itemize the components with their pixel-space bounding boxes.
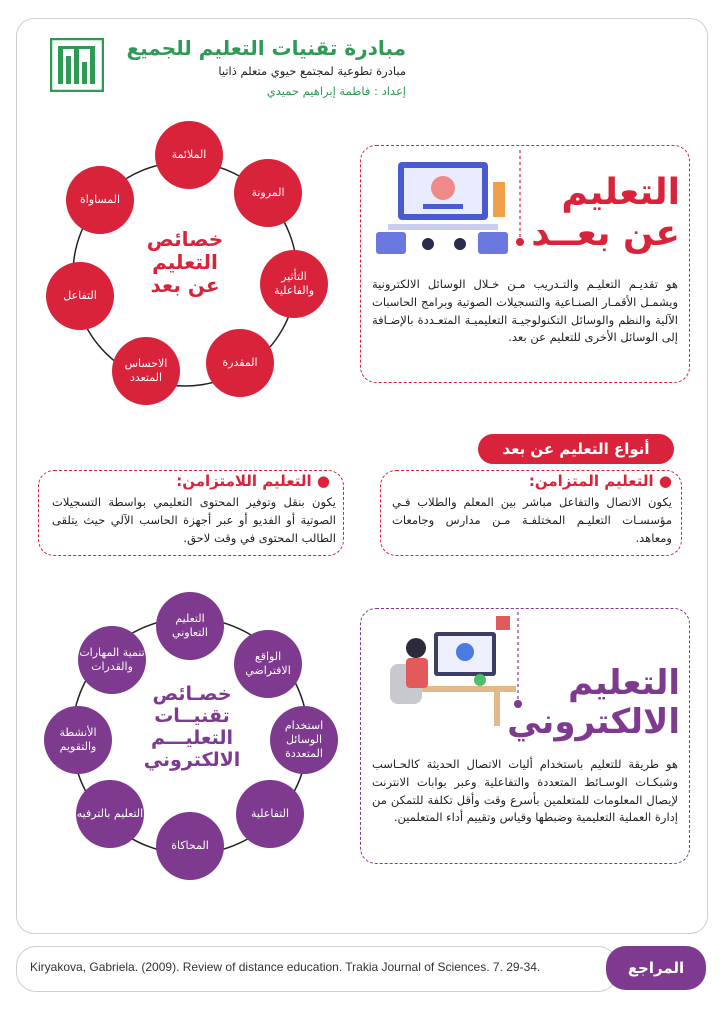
- async-text: يكون بنقل وتوفير المحتوى التعليمي بواسطة التسجيلات الصوتية أو الفديو أو عبر أجهزة الحاسب الآلي حيث يتلقى الطالب المحتوى في وقت لاحق.: [52, 495, 336, 545]
- elearning-title-line1: التعليم: [568, 663, 680, 703]
- elearning-chars-center: [128, 684, 256, 771]
- initiative-title: مبادرة تقنيات التعليم للجميع: [126, 36, 406, 60]
- elearning-center-line-4: الالكتروني: [143, 748, 241, 771]
- elearning-center-line-3: التعليـــم: [150, 726, 234, 749]
- reference-citation: Kiryakova, Gabriela. (2009). Review of distance education. Trakia Journal of Sciences. 7. 29-34.: [30, 960, 541, 974]
- char-node-6: التفاعل: [46, 262, 114, 330]
- distance-title-line1: التعليم: [561, 172, 680, 213]
- sync-bullet-icon: ●: [658, 472, 672, 490]
- elearning-node-2: الواقع الافتراضي: [234, 630, 302, 698]
- elearning-center-line-2: تقنيــات: [154, 704, 230, 727]
- elearning-title: [507, 664, 680, 742]
- center-line-3: عن بعد: [150, 273, 220, 297]
- references-label: المراجع: [606, 946, 706, 990]
- async-title: [176, 472, 330, 490]
- char-node-1: الملائمة: [155, 121, 223, 189]
- center-line-2: التعليم: [152, 250, 218, 274]
- elearning-center-line-1: خصـائص: [152, 683, 232, 705]
- initiative-subtitle: مبادرة تطوعية لمجتمع حيوي متعلم ذاتيا: [218, 64, 406, 78]
- elearning-node-1: التعليم التعاوني: [156, 592, 224, 660]
- elearning-node-8: تنمية المهارات والقدرات: [78, 626, 146, 694]
- distance-title: [531, 172, 680, 255]
- center-line-1: خصائص: [146, 227, 224, 251]
- elearning-node-5: المحاكاة: [156, 812, 224, 880]
- char-node-2: المرونة: [234, 159, 302, 227]
- types-heading: أنواع التعليم عن بعد: [478, 434, 674, 464]
- char-node-3: التأثير والفاعلية: [260, 250, 328, 318]
- char-node-4: المقدرة: [206, 329, 274, 397]
- sync-text: يكون الاتصال والتفاعل مباشر بين المعلم والطلاب فـي مؤسسـات التعليـم المختلفـة مـن مدارس وجامعات ومعاهد.: [392, 495, 672, 545]
- initiative-logo: [50, 38, 104, 92]
- elearning-description: هو طريقة للتعليم باستخدام أليات الاتصال الحديثة كالحـاسب وشبكـات الوسـائط المتعددة والتفاعلية وعبر بوابات الانترنت لإيصال المعلومات للمتعلمين بأسرع وقت وأقل تكلفة للتمكن من إدارة العملية التعليمية وضبطها وقياس وتقييم أداء المتعلمين.: [372, 757, 678, 825]
- async-bullet-icon: ●: [316, 472, 330, 490]
- author-line: إعداد : فاطمة إبراهيم حميدي: [266, 84, 406, 98]
- distance-chars-center: [130, 228, 240, 297]
- elearning-title-line2: الالكتروني: [507, 702, 680, 743]
- distance-description: هو تقديـم التعليـم والتـدريب مـن خـلال الوسائل الالكترونية ويشمـل الأقمـار الصنـاعية والتسجيلات الصوتية وبرامج الحاسبات الآلية والنظم والوسائل التكنولوجيـة التعليميـة المتعـددة بالإضـافة إلى الوسائل الأخرى للتعليم عن بعد.: [372, 277, 678, 345]
- sync-title: [529, 472, 672, 490]
- char-node-7: المساواة: [66, 166, 134, 234]
- elearning-node-7: الأنشطة والتقويم: [44, 706, 112, 774]
- elearning-node-6: التعليم بالترفيه: [76, 780, 144, 848]
- sync-title-text: التعليم المتزامن:: [528, 472, 654, 490]
- elearning-node-4: التفاعلية: [236, 780, 304, 848]
- async-title-text: التعليم اللامتزامن:: [176, 472, 312, 490]
- distance-title-line2: عن بعــد: [531, 213, 680, 255]
- elearning-node-3: استخدام الوسائل المتعددة: [270, 706, 338, 774]
- char-node-5: الاحساس المتعدد: [112, 337, 180, 405]
- distance-illustration: [368, 152, 518, 262]
